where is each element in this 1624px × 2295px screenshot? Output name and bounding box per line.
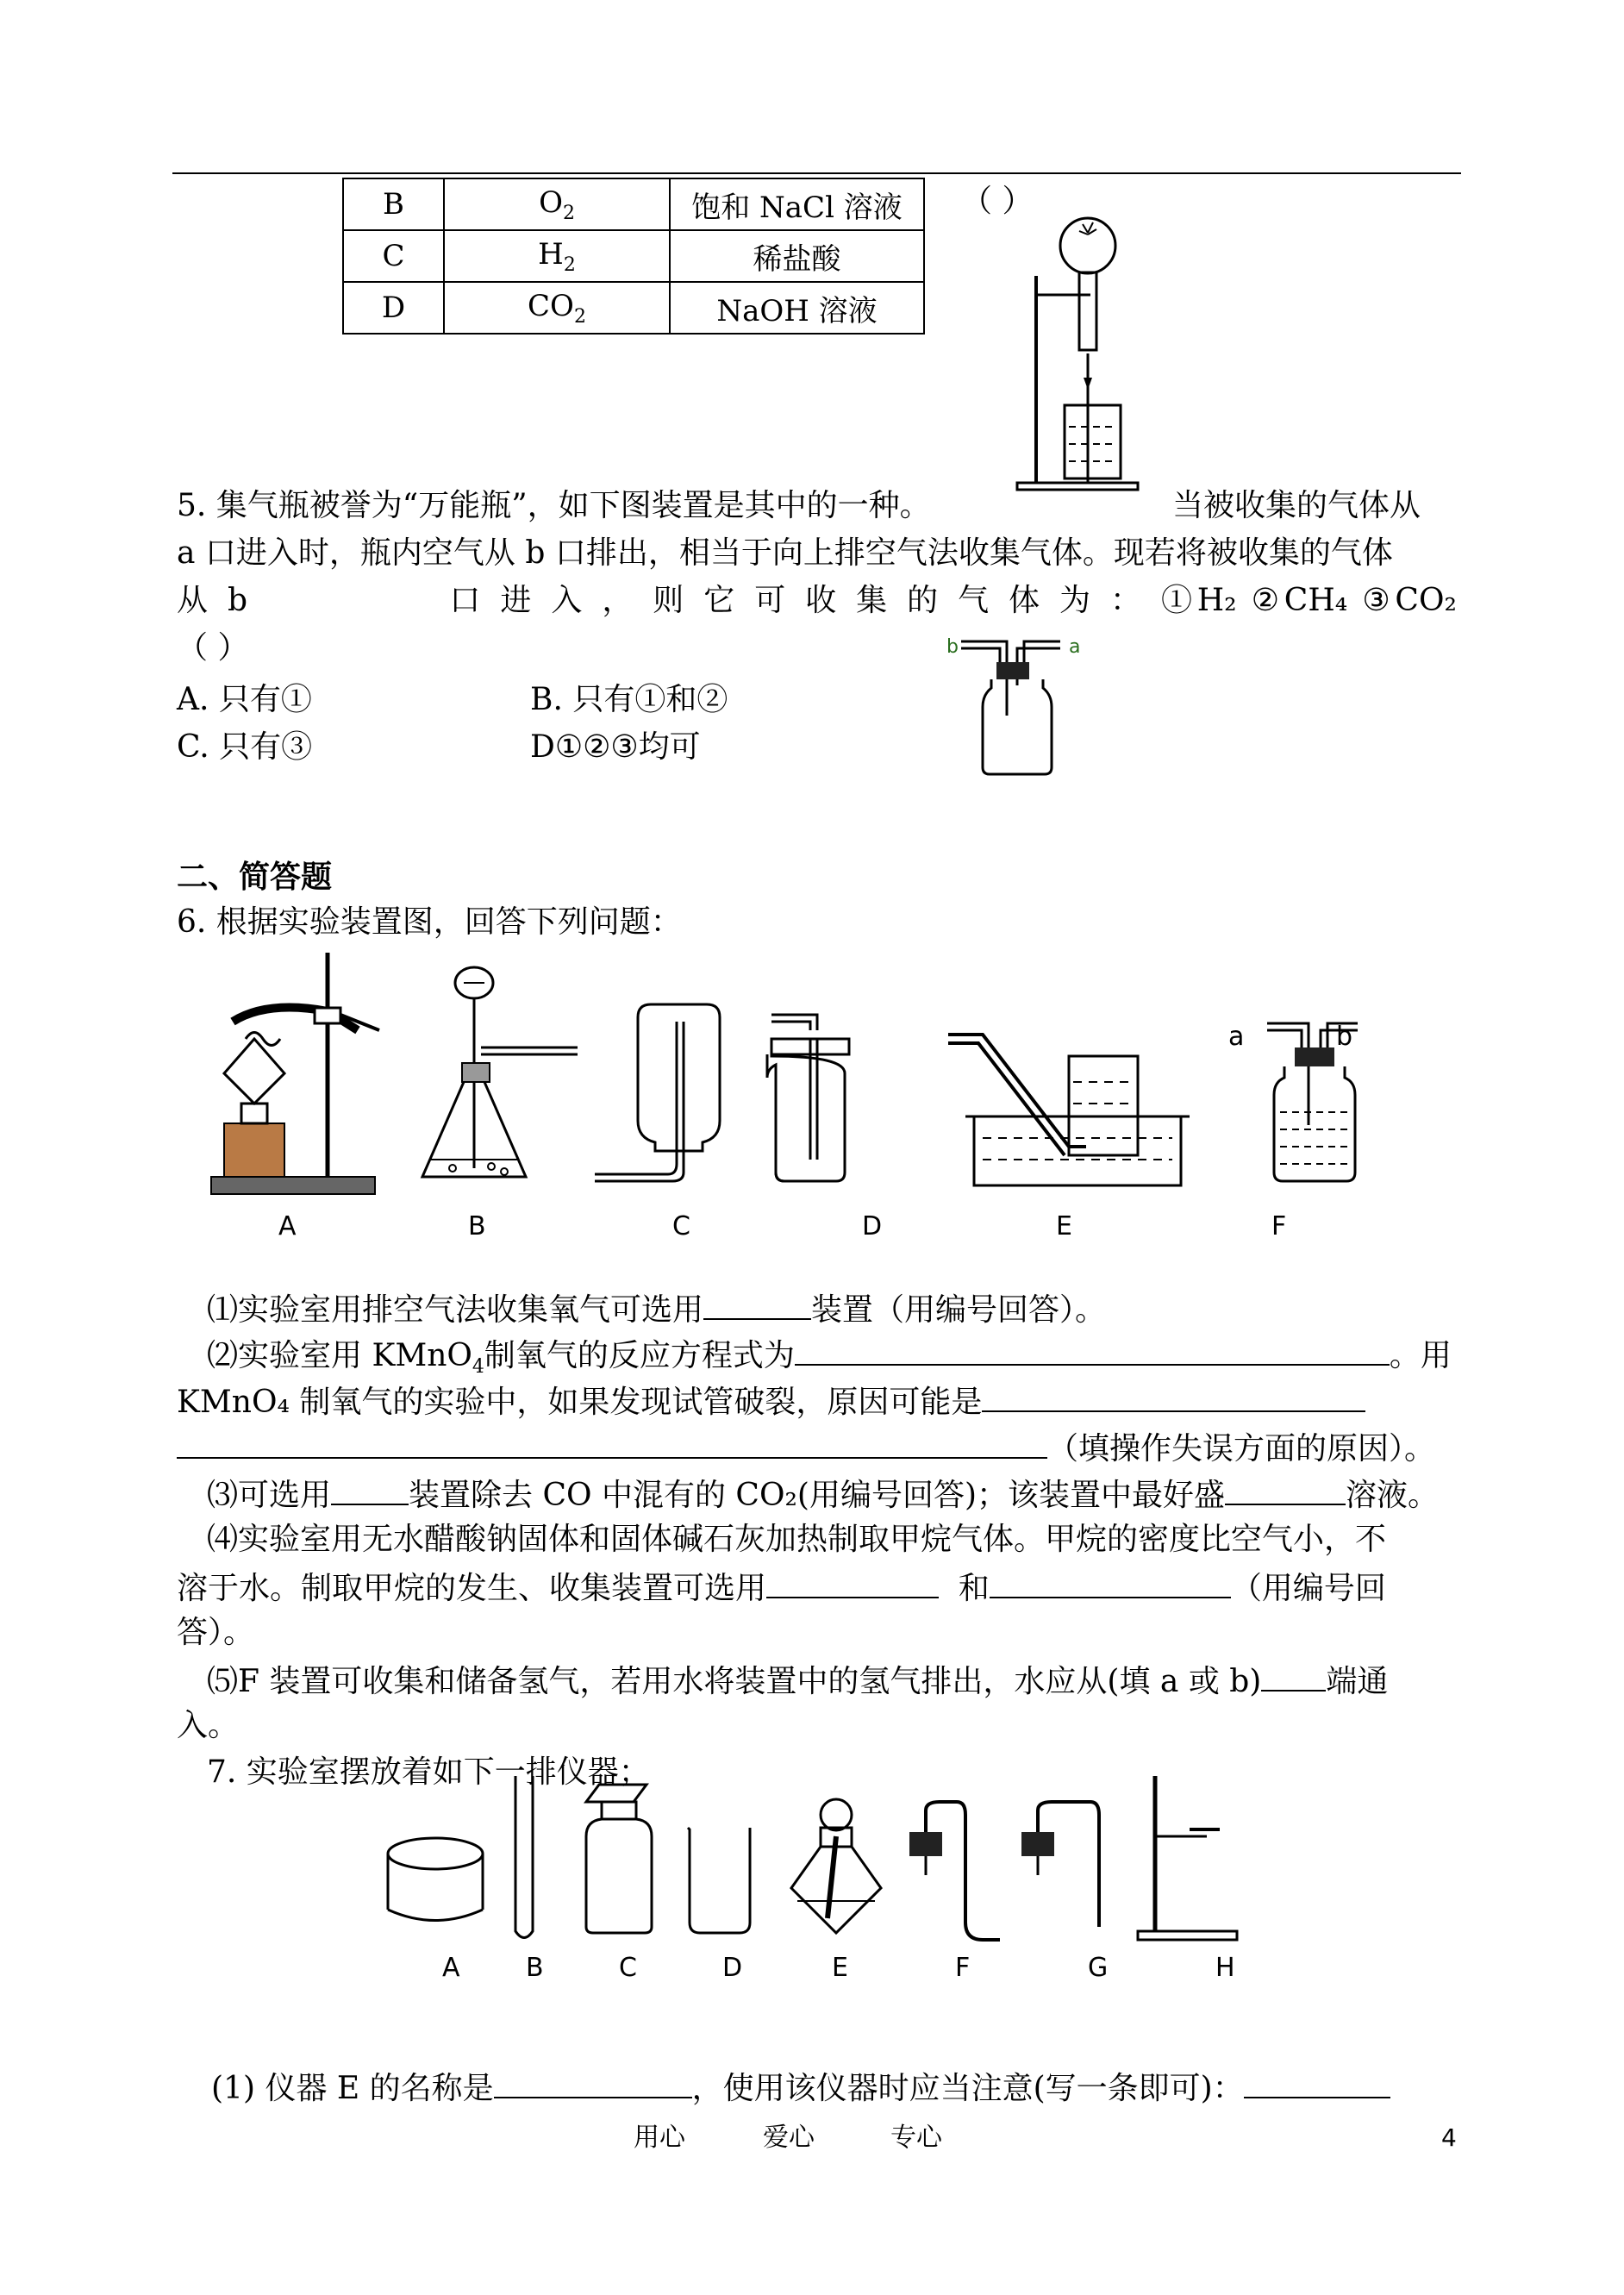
option-gas: $H_2$ xyxy=(444,230,670,282)
q6-5-line2: 入。 xyxy=(177,1708,240,1743)
page-number: 4 xyxy=(1441,2123,1457,2152)
q5-line1-b: 当被收集的气体从 xyxy=(1172,488,1421,523)
q5-line2: a 口进入时，瓶内空气从 b 口排出，相当于向上排空气法收集气体。现若将被收集的气体 xyxy=(177,535,1393,571)
apparatus-e xyxy=(948,1035,1190,1185)
apparatus-d xyxy=(767,1015,849,1181)
option-gas: $O_2$ xyxy=(444,178,670,230)
q7-instruments-figure xyxy=(379,1767,1310,1957)
footer-motto-3: 专心 xyxy=(890,2123,942,2153)
instrument-c xyxy=(586,1785,652,1933)
apparatus-f-label-a: a xyxy=(1228,1022,1245,1052)
table-row xyxy=(343,282,924,334)
instrument-label-f: F xyxy=(955,1953,971,1983)
q7-title: 7. 实验室摆放着如下一排仪器； xyxy=(207,1754,650,1790)
option-label: B xyxy=(343,178,444,230)
instrument-label-g: G xyxy=(1088,1953,1109,1983)
q6-4-line1: ⑷实验室用无水醋酸钠固体和固体碱石灰加热制取甲烷气体。甲烷的密度比空气小，不 xyxy=(207,1522,1387,1557)
q5-fig-label-a: a xyxy=(1069,636,1081,658)
footer-motto-2: 爱心 xyxy=(763,2123,815,2153)
instrument-h xyxy=(1138,1776,1237,1940)
instrument-label-c: C xyxy=(619,1953,637,1983)
q5-fig-label-b: b xyxy=(946,636,959,658)
q6-1: ⑴实验室用排空气法收集氧气可选用 装置（用编号回答）。 xyxy=(207,1289,1106,1329)
q7-1-note-blank[interactable] xyxy=(1244,2067,1390,2098)
apparatus-b xyxy=(422,967,578,1177)
apparatus-label-d: D xyxy=(862,1211,883,1241)
q5-line1-a: 5. 集气瓶被誉为“万能瓶”，如下图装置是其中的一种。 xyxy=(177,488,931,523)
q6-5-line1: ⑸F 装置可收集和储备氢气，若用水将装置中的氢气排出，水应从(填 a 或 b) 端通 xyxy=(207,1660,1388,1701)
q6-2-line2: KMnO₄ 制氧气的实验中，如果发现试管破裂，原因可能是 xyxy=(177,1381,1365,1422)
q6-4-collector-blank[interactable] xyxy=(990,1567,1231,1598)
instrument-e xyxy=(791,1799,881,1933)
apparatus-f-label-b: b xyxy=(1336,1022,1353,1052)
footer-motto-1: 用心 xyxy=(634,2123,685,2153)
header-rule xyxy=(172,172,1461,174)
apparatus-label-c: C xyxy=(672,1211,690,1241)
q6-2-reason-blank[interactable] xyxy=(982,1381,1365,1412)
instrument-b xyxy=(515,1776,533,1938)
q6-3: ⑶可选用 装置除去 CO 中混有的 CO₂(用编号回答)；该装置中最好盛 溶液。 xyxy=(207,1474,1439,1515)
q6-2-line3: （填操作失误方面的原因）。 xyxy=(177,1428,1435,1468)
option-label: D xyxy=(343,282,444,334)
instrument-label-b: B xyxy=(526,1953,544,1983)
instrument-d xyxy=(688,1828,750,1933)
q6-3-device-blank[interactable] xyxy=(331,1474,409,1505)
q7-1: (1) 仪器 E 的名称是 ，使用该仪器时应当注意(写一条即可)： xyxy=(211,2067,1390,2108)
q5-line3: 从 b 口 进 入 ， 则 它 可 收 集 的 气 体 为 ： ①H₂ ②CH₄ ③CO₂ xyxy=(177,583,1457,618)
section2-title: 二、简答题 xyxy=(177,859,333,895)
q6-4-line2: 溶于水。制取甲烷的发生、收集装置可选用 和 （用编号回 xyxy=(177,1567,1386,1608)
q7-1-name-blank[interactable] xyxy=(494,2067,692,2098)
option-liquid: 稀盐酸 xyxy=(670,230,924,282)
apparatus-label-a: A xyxy=(278,1211,297,1241)
q6-4-line3: 答）。 xyxy=(177,1615,255,1650)
option-liquid: NaOH 溶液 xyxy=(670,282,924,334)
table-row xyxy=(343,178,924,230)
apparatus-c xyxy=(595,1004,720,1181)
instrument-a xyxy=(388,1838,483,1921)
instrument-f xyxy=(909,1802,1000,1940)
q6-2-equation-blank[interactable] xyxy=(795,1335,1390,1366)
option-liquid: 饱和 NaCl 溶液 xyxy=(670,178,924,230)
q6-4-generator-blank[interactable] xyxy=(766,1567,939,1598)
q6-2-reason-blank-2[interactable] xyxy=(177,1428,1047,1459)
q6-1-blank[interactable] xyxy=(703,1289,811,1320)
instrument-label-a: A xyxy=(442,1953,460,1983)
answer-paren: （ ） xyxy=(961,184,1034,219)
q5-option-b: B. 只有①和② xyxy=(530,682,728,717)
q6-title: 6. 根据实验装置图，回答下列问题： xyxy=(177,904,682,940)
fountain-apparatus-figure xyxy=(1017,216,1155,500)
q5-option-c: C. 只有③ xyxy=(177,729,313,765)
instrument-g xyxy=(1021,1802,1099,1927)
options-table xyxy=(342,178,925,335)
apparatus-label-f: F xyxy=(1271,1211,1287,1241)
option-label: C xyxy=(343,230,444,282)
instrument-label-d: D xyxy=(722,1953,743,1983)
option-gas: $CO_2$ xyxy=(444,282,670,334)
table-row xyxy=(343,230,924,282)
apparatus-label-b: B xyxy=(468,1211,486,1241)
instrument-label-e: E xyxy=(832,1953,848,1983)
q6-apparatus-figure xyxy=(207,953,1414,1254)
q6-3-solution-blank[interactable] xyxy=(1225,1474,1346,1505)
q5-option-d: D①②③均可 xyxy=(530,729,701,765)
gas-bottle-figure xyxy=(957,638,1086,776)
apparatus-label-e: E xyxy=(1056,1211,1072,1241)
q6-5-blank[interactable] xyxy=(1261,1660,1326,1692)
apparatus-a xyxy=(211,953,379,1194)
q5-option-a: A. 只有① xyxy=(177,682,312,717)
q5-paren: （ ） xyxy=(177,630,249,666)
instrument-label-h: H xyxy=(1215,1953,1235,1983)
q6-2-line1: ⑵实验室用 KMnO$_4$制氧气的反应方程式为 。用 xyxy=(207,1335,1452,1386)
